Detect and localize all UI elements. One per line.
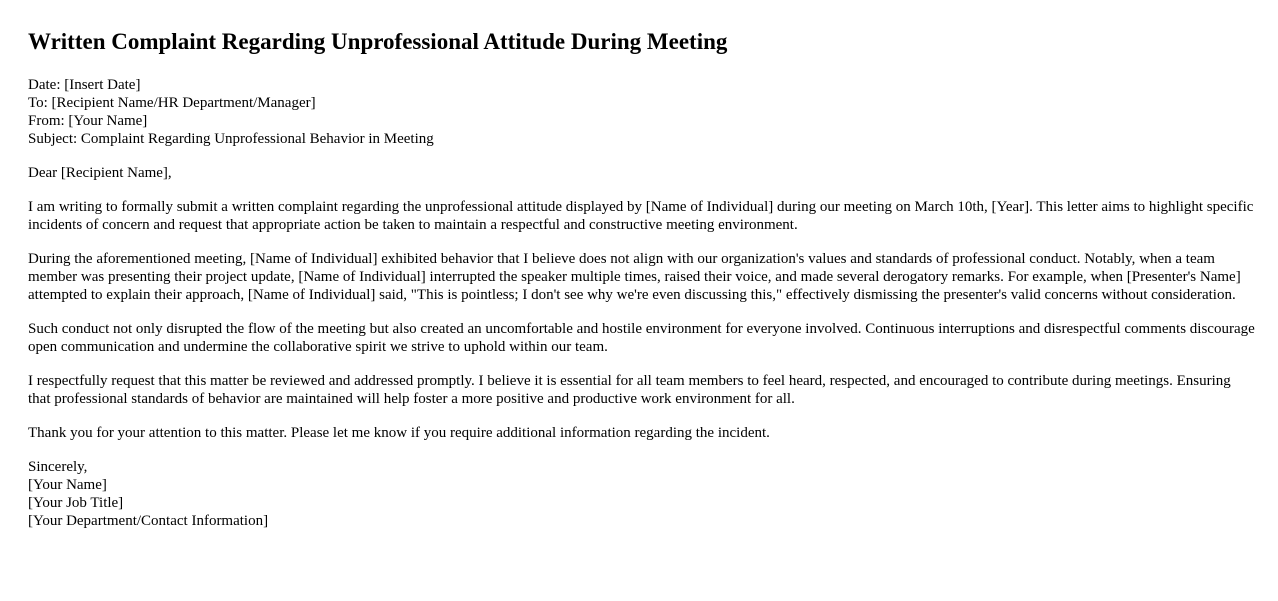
signature-contact: [Your Department/Contact Information] xyxy=(28,513,269,529)
complaint-letter xyxy=(28,28,1256,530)
body-paragraph-impact: Such conduct not only disrupted the flow of the meeting but also created an uncomfortable and hostile environment for everyone involved. Continuous interruptions and disrespectful comments discourage open communication and undermine the collaborative spirit we strive to uphold within our team. xyxy=(28,321,1255,355)
body-paragraph-incident: During the aforementioned meeting, [Name of Individual] exhibited behavior that I believe does not align with our organization's values and standards of professional conduct. Notably, when a team member was presenting their project update, [Name of Individual] interrupted the speaker multiple times, raised their voice, and made several derogatory remarks. For example, when [Presenter's Name] attempted to explain their approach, [Name of Individual] said, "This is pointless; I don't see why we're even discussing this," effectively dismissing the presenter's valid concerns without consideration. xyxy=(28,251,1241,303)
closing-line: Sincerely, xyxy=(28,459,88,475)
subject-line: Subject: Complaint Regarding Unprofessional Behavior in Meeting xyxy=(28,131,434,147)
date-line: Date: [Insert Date] xyxy=(28,77,141,93)
letter-header xyxy=(28,76,1256,148)
signature-name: [Your Name] xyxy=(28,477,107,493)
signature-block xyxy=(28,458,1256,530)
signature-job-title: [Your Job Title] xyxy=(28,495,124,511)
letter-title: Written Complaint Regarding Unprofessional Attitude During Meeting xyxy=(28,29,728,54)
salutation: Dear [Recipient Name], xyxy=(28,165,172,181)
body-paragraph-request: I respectfully request that this matter be reviewed and addressed promptly. I believe it is essential for all team members to feel heard, respected, and encouraged to contribute during meetings. Ensuring that professional standards of behavior are maintained will help foster a more positive and productive work environment for all. xyxy=(28,373,1231,407)
body-paragraph-intro: I am writing to formally submit a written complaint regarding the unprofessional attitude displayed by [Name of Individual] during our meeting on March 10th, [Year]. This letter aims to highlight specific incidents of concern and request that appropriate action be taken to maintain a respectful and constructive meeting environment. xyxy=(28,199,1254,233)
to-line: To: [Recipient Name/HR Department/Manager] xyxy=(28,95,316,111)
body-paragraph-closing: Thank you for your attention to this matter. Please let me know if you require additional information regarding the incident. xyxy=(28,425,770,441)
from-line: From: [Your Name] xyxy=(28,113,148,129)
